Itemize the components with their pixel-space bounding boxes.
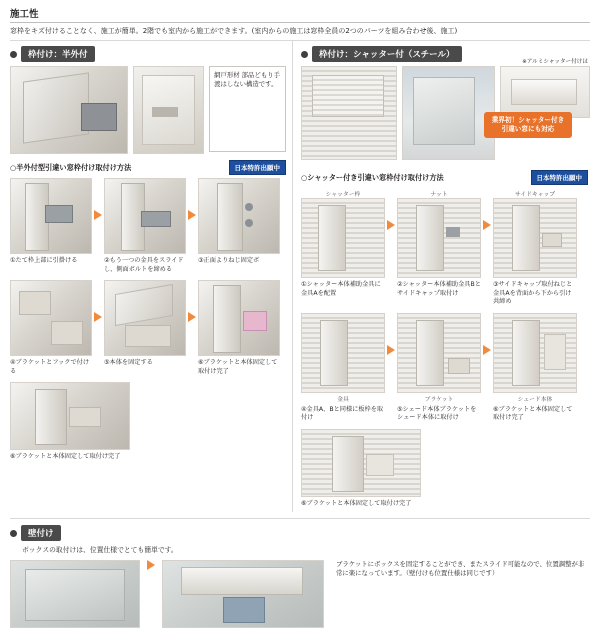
orange-highlight-note: 業界初！シャッター付き引違い窓にも対応 xyxy=(484,112,572,138)
page-title: 施工性 xyxy=(10,9,39,20)
right-top-photos xyxy=(301,59,588,160)
wall-photo-2 xyxy=(162,560,324,628)
step-4-image xyxy=(10,280,92,356)
wall-mount-section xyxy=(10,518,590,627)
right-photo-exterior xyxy=(402,66,495,160)
r-step-6 xyxy=(493,313,577,423)
r-step-5-caption: ⑤シェード本体ブラケットをシェード本体に取付け xyxy=(397,405,477,422)
step-5 xyxy=(104,280,186,368)
arrow-icon xyxy=(387,220,395,230)
r-step-2-caption: ②シャッター本体補助金具Bとサイドキャップ取付け xyxy=(397,281,481,297)
part-label-shade-body: シェード本体 xyxy=(517,396,553,403)
step-3-image xyxy=(198,178,280,254)
r-step-7-caption: ⑥ブラケットと本体固定して取付け完了 xyxy=(301,499,412,507)
step-2 xyxy=(104,178,186,274)
part-label-metal-1: 金具 xyxy=(337,396,349,403)
wall-description: ボックスの取付けは、位置仕様でとても簡単です。 xyxy=(22,546,178,555)
bullet-icon xyxy=(10,530,17,537)
column-left xyxy=(10,41,292,512)
left-steps-row3 xyxy=(10,382,286,462)
r-step-2-image xyxy=(397,198,481,278)
left-photo-bracket xyxy=(10,66,128,154)
right-patent-badge: 日本特許出願中 xyxy=(531,170,589,185)
wall-photo-1 xyxy=(10,560,140,628)
r-step-3-image xyxy=(493,198,577,278)
step-2-image xyxy=(104,178,186,254)
wall-photos-row xyxy=(10,560,590,628)
step-1-caption: ①たて枠上部に引掛ける xyxy=(10,257,78,265)
step-7-caption: ⑥ブラケットと本体固定して取付け完了 xyxy=(10,453,121,461)
r-step-1-caption: ①シャッター本体補助金具に金具Aを配置 xyxy=(301,281,381,297)
left-badge xyxy=(10,46,286,62)
right-steps-row3 xyxy=(301,429,588,509)
r-step-6-image xyxy=(493,313,577,393)
left-sub-label: ○半外付型引違い窓枠付け取付け方法 xyxy=(10,162,132,172)
arrow-icon xyxy=(483,220,491,230)
step-6 xyxy=(198,280,280,376)
left-top-photos xyxy=(10,66,286,154)
part-label-side-cap: サイドキャップ xyxy=(514,192,556,199)
step-4-caption: ④ブラケットとフックで付ける xyxy=(10,359,90,375)
right-photo-shutter xyxy=(301,66,397,160)
r-step-1-image xyxy=(301,198,385,278)
left-sub-head xyxy=(10,160,286,175)
wall-arrow-wrap xyxy=(146,560,156,570)
right-photo-alu xyxy=(500,66,590,118)
arrow-icon xyxy=(188,312,196,322)
r-step-6-caption: ⑥ブラケットと本体固定して取付け完了 xyxy=(493,405,573,422)
step-5-caption: ⑤本体を固定する xyxy=(104,359,153,367)
wall-note: ブラケットにボックスを固定することができ、またスライド可能なので、位置調整が非常に楽になっています。（壁付けも位置仕様は同じです） xyxy=(336,559,585,578)
r-step-5 xyxy=(397,313,481,423)
step-6-caption: ⑥ブラケットと本体固定して取付け完了 xyxy=(198,359,278,375)
column-right xyxy=(292,41,588,512)
left-badge-label: 枠付け：半外付 xyxy=(21,46,95,62)
section-description: 窓枠をキズ付けることなく、施工が簡単。2階でも室内から施工ができます。(室内からの施工は窓枠全員の2つのパーツを組み合わせ後、施工) xyxy=(10,27,458,35)
step-3-caption: ③正面よりねじ固定ボ xyxy=(198,257,260,265)
r-step-7-image xyxy=(301,429,421,497)
left-note: 網戸形材 部品どもり手渡はしない構造です。 xyxy=(209,66,286,152)
step-7 xyxy=(10,382,130,462)
right-sub-label: ○シャッター付き引違い窓枠付け取付け方法 xyxy=(301,172,444,182)
step-1 xyxy=(10,178,92,266)
arrow-icon xyxy=(483,345,491,355)
step-5-image xyxy=(104,280,186,356)
step-7-image xyxy=(10,382,130,450)
arrow-icon xyxy=(188,210,196,220)
part-label-bracket: ブラケット xyxy=(424,396,454,403)
alu-note: ※アルミシャッター付けは xyxy=(522,59,588,66)
left-patent-badge: 日本特許出願中 xyxy=(229,160,287,175)
step-3 xyxy=(198,178,280,266)
part-label-shutter-frame: シャッター枠 xyxy=(325,192,361,199)
r-step-4 xyxy=(301,313,385,423)
right-steps-row1 xyxy=(301,188,588,307)
right-photo-alu-wrap xyxy=(491,59,588,158)
left-steps-row2 xyxy=(10,280,286,376)
step-1-image xyxy=(10,178,92,254)
step-2-caption: ②もう一つの金具をスライドし、側面ボルトを締める xyxy=(104,257,184,273)
left-photo-window xyxy=(133,66,204,154)
r-step-7 xyxy=(301,429,421,509)
part-label-nut: ナット xyxy=(430,192,448,199)
r-step-4-caption: ④金具A、Bと同様に板枠を取付け xyxy=(301,405,384,422)
right-sub-head xyxy=(301,170,588,185)
arrow-icon xyxy=(387,345,395,355)
arrow-icon xyxy=(147,560,155,570)
right-steps-row2 xyxy=(301,313,588,423)
wall-badge-label: 壁付け xyxy=(21,525,61,541)
r-step-3 xyxy=(493,188,577,307)
r-step-2 xyxy=(397,188,481,298)
left-steps-row1 xyxy=(10,178,286,274)
columns xyxy=(10,40,590,512)
arrow-icon xyxy=(94,312,102,322)
r-step-5-image xyxy=(397,313,481,393)
bullet-icon xyxy=(10,51,17,58)
step-4 xyxy=(10,280,92,376)
bullet-icon xyxy=(301,51,308,58)
arrow-icon xyxy=(94,210,102,220)
right-badge-label: 枠付け：シャッター付（スチール） xyxy=(312,46,462,62)
r-step-3-caption: ③サイドキャップ取付ねじと金具Aを背面から下から引け共締め xyxy=(493,281,573,306)
step-6-image xyxy=(198,280,280,356)
wall-badge xyxy=(10,525,590,541)
r-step-1 xyxy=(301,188,385,298)
r-step-4-image xyxy=(301,313,385,393)
